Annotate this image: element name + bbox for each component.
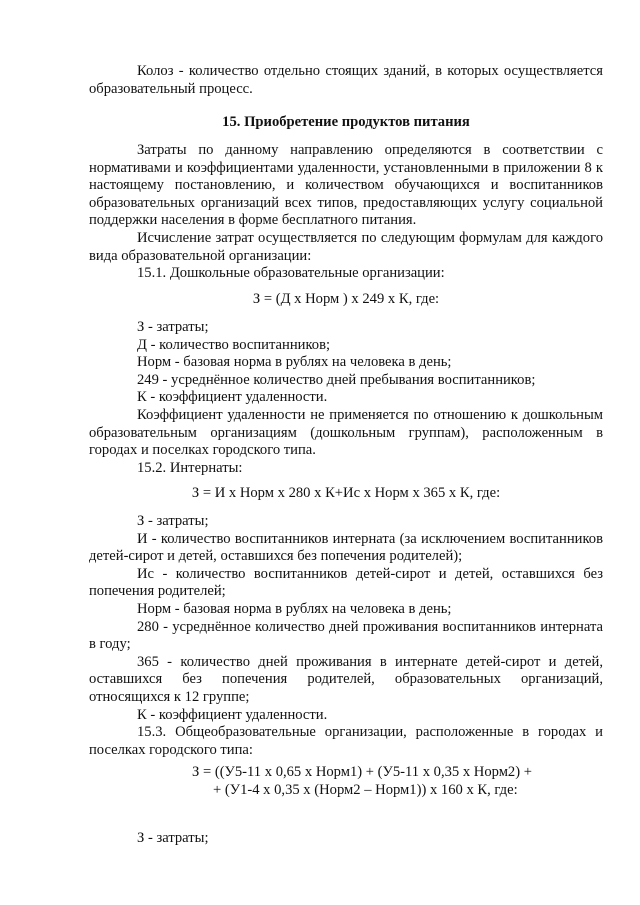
intro-paragraph: Колоз - количество отдельно стоящих зданий, в которых осуществляется образовательный процесс. — [89, 63, 603, 97]
note-paragraph: Коэффициент удаленности не применяется по отношению к дошкольным образовательным организациям (дошкольным группам), расположенным в городах и поселках городского типа. — [89, 406, 603, 459]
section-heading: 15. Приобретение продуктов питания — [222, 114, 470, 130]
definition-line: К - коэффициент удаленности. — [137, 706, 328, 723]
definition-line: И - количество воспитанников интерната (за исключением воспитанников детей-сирот и детей, оставшихся без попечения родителей); — [89, 530, 603, 565]
formula-3-line-1: З = ((У5-11 x 0,65 x Норм1) + (У5-11 x 0,35 x Норм2) + — [192, 764, 532, 780]
paragraph-1: Затраты по данному направлению определяются в соответствии с нормативами и коэффициентами удаленности, установленными в приложении 8 к настоящему постановлению, и количеством обучающихся и воспитанников образовательных организаций всех типов, предоставляющих услугу социальной поддержки населения в форме бесплатного питания. — [89, 142, 603, 229]
section-body-top — [89, 142, 603, 283]
definition-line: З - затраты; — [137, 319, 209, 335]
subsection-2-title: 15.2. Интернаты: — [137, 459, 243, 476]
definition-line: З - затраты; — [137, 830, 209, 846]
definition-line: Ис - количество воспитанников детей-сирот и детей, оставшихся без попечения родителей; — [89, 565, 603, 600]
definition-line: Д - количество воспитанников; — [137, 336, 331, 353]
definition-line: 365 - количество дней проживания в интернате детей-сирот и детей, оставшихся без попечения родителей, образовательных организаций, относящихся к 12 группе; — [89, 653, 603, 705]
paragraph-2: Исчисление затрат осуществляется по следующим формулам для каждого вида образовательной организации: — [89, 229, 603, 264]
formula-3-line-2: + (У1-4 x 0,35 x (Норм2 – Норм1)) x 160 x К, где: — [213, 781, 518, 798]
subsection-3-title: 15.3. Общеобразовательные организации, расположенные в городах и поселках городского типа: — [89, 724, 603, 758]
definition-line: К - коэффициент удаленности. — [137, 389, 328, 406]
formula-1: З = (Д x Норм ) x 249 x К, где: — [252, 291, 440, 307]
subsection-1-title: 15.1. Дошкольные образовательные организации: — [137, 265, 445, 282]
definition-line: Норм - базовая норма в рублях на человека в день; — [137, 354, 452, 371]
definition-line: З - затраты; — [137, 513, 209, 529]
formula-3 — [89, 764, 603, 799]
subsection-2-definitions — [89, 513, 603, 759]
formula-2: З = И x Норм x 280 x К+Ис x Норм x 365 x К, где: — [191, 485, 501, 501]
definition-line: Норм - базовая норма в рублях на человека в день; — [137, 600, 452, 617]
definition-line: 249 - усреднённое количество дней пребывания воспитанников; — [137, 371, 536, 388]
subsection-3-definitions — [89, 830, 603, 848]
definition-line: 280 - усреднённое количество дней проживания воспитанников интерната в году; — [89, 618, 603, 653]
subsection-1-definitions — [89, 319, 603, 477]
